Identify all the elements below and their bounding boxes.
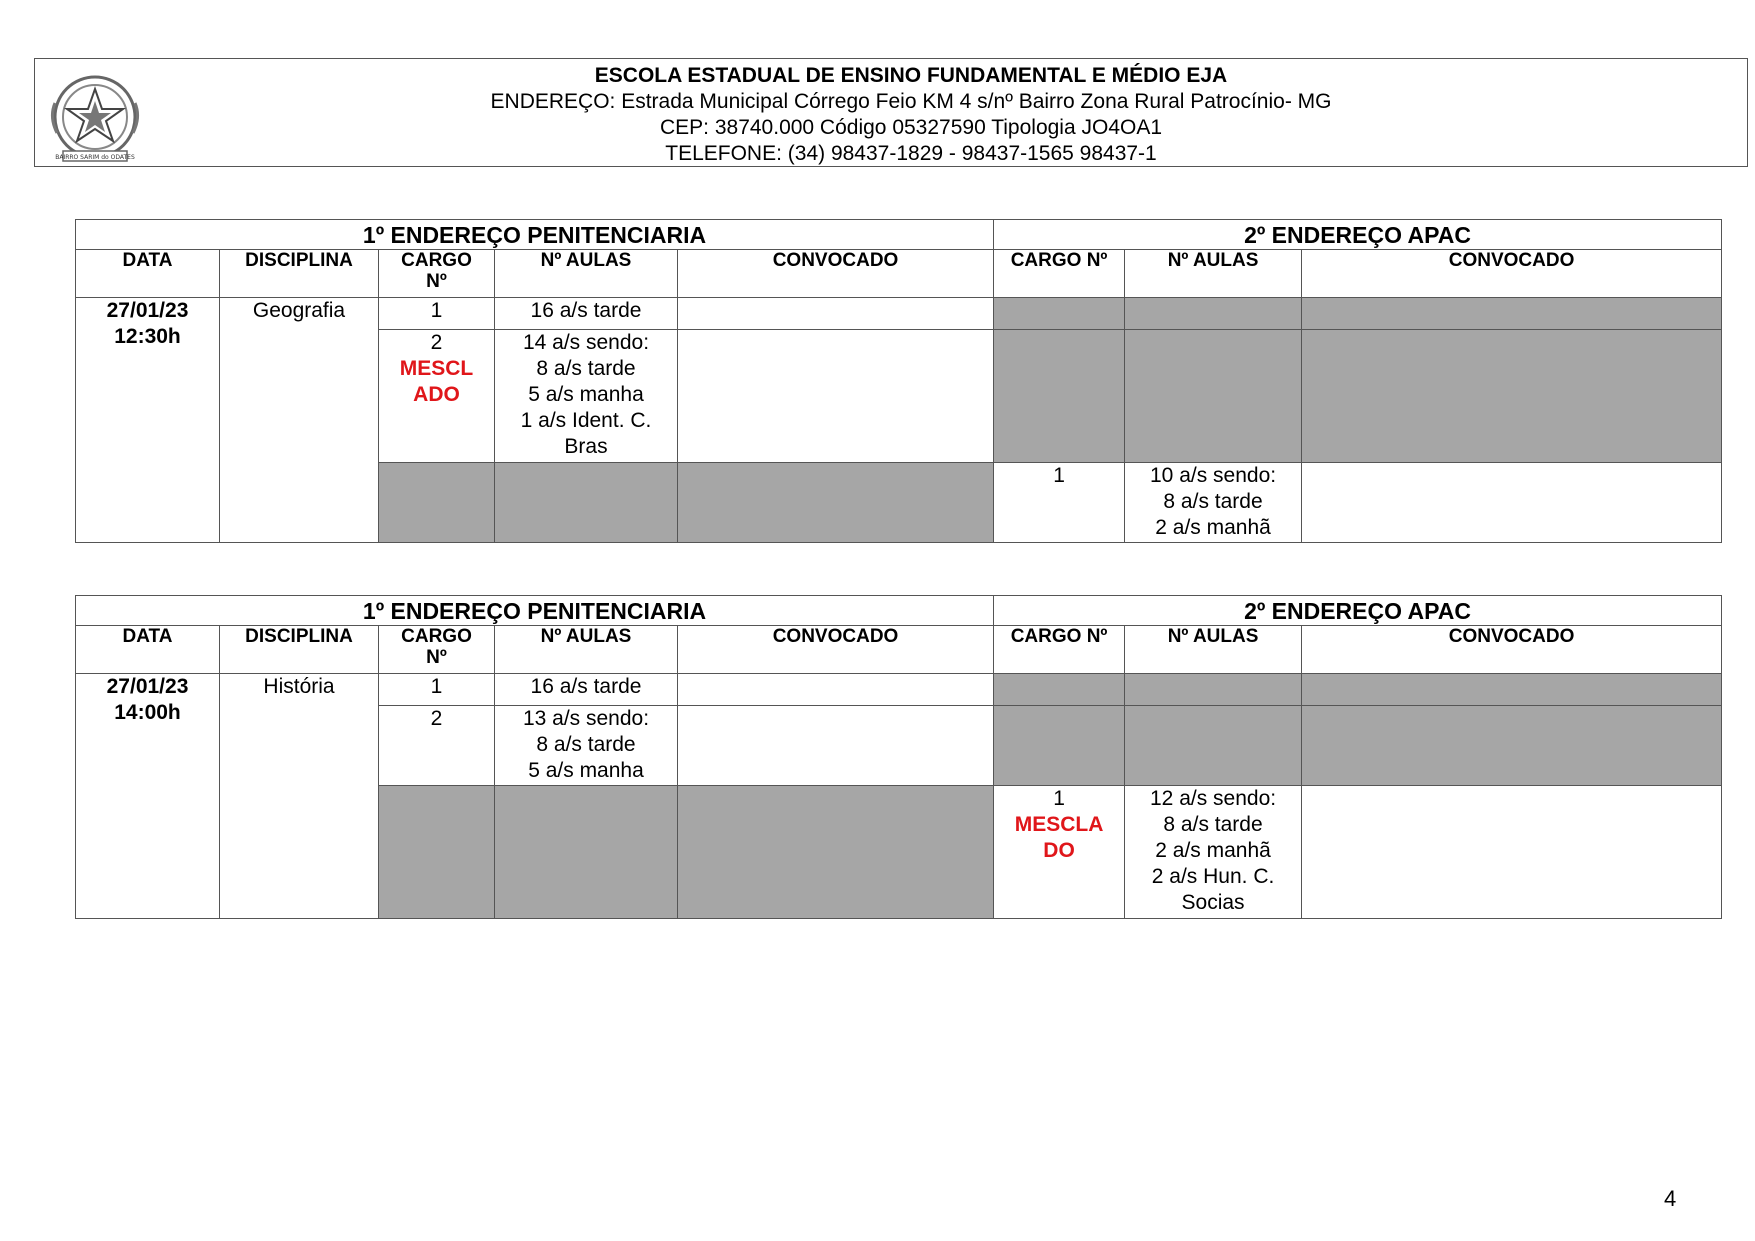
convocado-apac-cell: [1302, 786, 1722, 919]
school-name: ESCOLA ESTADUAL DE ENSINO FUNDAMENTAL E MÉDIO EJA: [594, 64, 1228, 87]
col-header-cargo-apac: CARGO Nº: [994, 626, 1125, 674]
mesclado-tag: DO: [1043, 839, 1075, 862]
aulas-cell: 13 a/s sendo: 8 a/s tarde 5 a/s manha: [495, 706, 678, 786]
col-header-aulas: Nº AULAS: [495, 626, 678, 674]
aulas-cell: 16 a/s tarde: [495, 298, 678, 330]
shaded-cell: [678, 786, 994, 919]
school-header: [34, 58, 1748, 167]
cargo-cell: 2 MESCL ADO: [379, 330, 495, 463]
convocado-cell: [678, 330, 994, 463]
shaded-cell: [379, 786, 495, 919]
cargo-apac-cell: 1: [994, 463, 1125, 543]
col-header-convocado: CONVOCADO: [678, 250, 994, 298]
shaded-cell: [994, 330, 1125, 463]
col-header-data: DATA: [76, 626, 220, 674]
shaded-cell: [1125, 298, 1302, 330]
shaded-cell: [1125, 706, 1302, 786]
col-header-disciplina: DISCIPLINA: [220, 626, 379, 674]
date-cell: 27/01/23 14:00h: [76, 674, 220, 919]
shaded-cell: [495, 463, 678, 543]
school-cep: CEP: 38740.000 Código 05327590 Tipologia JO4OA1: [659, 116, 1163, 139]
shaded-cell: [994, 674, 1125, 706]
shaded-cell: [495, 786, 678, 919]
col-header-cargo: CARGO Nº: [379, 626, 495, 674]
aulas-cell: 14 a/s sendo: 8 a/s tarde 5 a/s manha 1 a/s Ident. C. Bras: [495, 330, 678, 463]
disciplina-cell: Geografia: [220, 298, 379, 543]
shaded-cell: [1302, 706, 1722, 786]
section-penitenciaria: 1º ENDEREÇO PENITENCIARIA: [76, 220, 994, 250]
shaded-cell: [678, 463, 994, 543]
aulas-apac-cell: 10 a/s sendo: 8 a/s tarde 2 a/s manhã: [1125, 463, 1302, 543]
cargo-cell: 1: [379, 298, 495, 330]
col-header-aulas: Nº AULAS: [495, 250, 678, 298]
col-header-cargo: CARGO Nº: [379, 250, 495, 298]
shaded-cell: [1125, 674, 1302, 706]
col-header-disciplina: DISCIPLINA: [220, 250, 379, 298]
aulas-cell: 16 a/s tarde: [495, 674, 678, 706]
section-penitenciaria: 1º ENDEREÇO PENITENCIARIA: [76, 596, 994, 626]
shaded-cell: [994, 706, 1125, 786]
shaded-cell: [1302, 298, 1722, 330]
school-phone: TELEFONE: (34) 98437-1829 - 98437-1565 98437-1: [665, 142, 1157, 165]
cargo-cell: 1: [379, 674, 495, 706]
page-number: 4: [1664, 1186, 1677, 1211]
convocado-cell: [678, 298, 994, 330]
schedule-table-historia: [75, 595, 1722, 919]
mesclado-tag: ADO: [413, 383, 460, 406]
col-header-cargo-apac: CARGO Nº: [994, 250, 1125, 298]
col-header-aulas-apac: Nº AULAS: [1125, 626, 1302, 674]
shaded-cell: [379, 463, 495, 543]
shaded-cell: [1302, 674, 1722, 706]
table-row: [76, 298, 1722, 330]
cargo-apac-cell: 1 MESCLA DO: [994, 786, 1125, 919]
seal-ribbon-text: BAIRRO SARIM do ODATES: [55, 154, 135, 161]
date-cell: 27/01/23 12:30h: [76, 298, 220, 543]
col-header-data: DATA: [76, 250, 220, 298]
aulas-apac-cell: 12 a/s sendo: 8 a/s tarde 2 a/s manhã 2 a/s Hun. C. Socias: [1125, 786, 1302, 919]
table-row: [76, 674, 1722, 706]
col-header-convocado: CONVOCADO: [678, 626, 994, 674]
shaded-cell: [1302, 330, 1722, 463]
shaded-cell: [994, 298, 1125, 330]
convocado-apac-cell: [1302, 463, 1722, 543]
section-apac: 2º ENDEREÇO APAC: [994, 220, 1722, 250]
col-header-convocado-apac: CONVOCADO: [1302, 626, 1722, 674]
section-apac: 2º ENDEREÇO APAC: [994, 596, 1722, 626]
mesclado-tag: MESCLA: [1014, 813, 1104, 836]
school-address: ENDEREÇO: Estrada Municipal Córrego Feio KM 4 s/nº Bairro Zona Rural Patrocínio- MG: [490, 90, 1332, 113]
disciplina-cell: História: [220, 674, 379, 919]
col-header-convocado-apac: CONVOCADO: [1302, 250, 1722, 298]
schedule-table-geografia: [75, 219, 1722, 543]
shaded-cell: [1125, 330, 1302, 463]
mesclado-tag: MESCL: [399, 357, 474, 380]
cargo-cell: 2: [379, 706, 495, 786]
convocado-cell: [678, 706, 994, 786]
convocado-cell: [678, 674, 994, 706]
col-header-aulas-apac: Nº AULAS: [1125, 250, 1302, 298]
